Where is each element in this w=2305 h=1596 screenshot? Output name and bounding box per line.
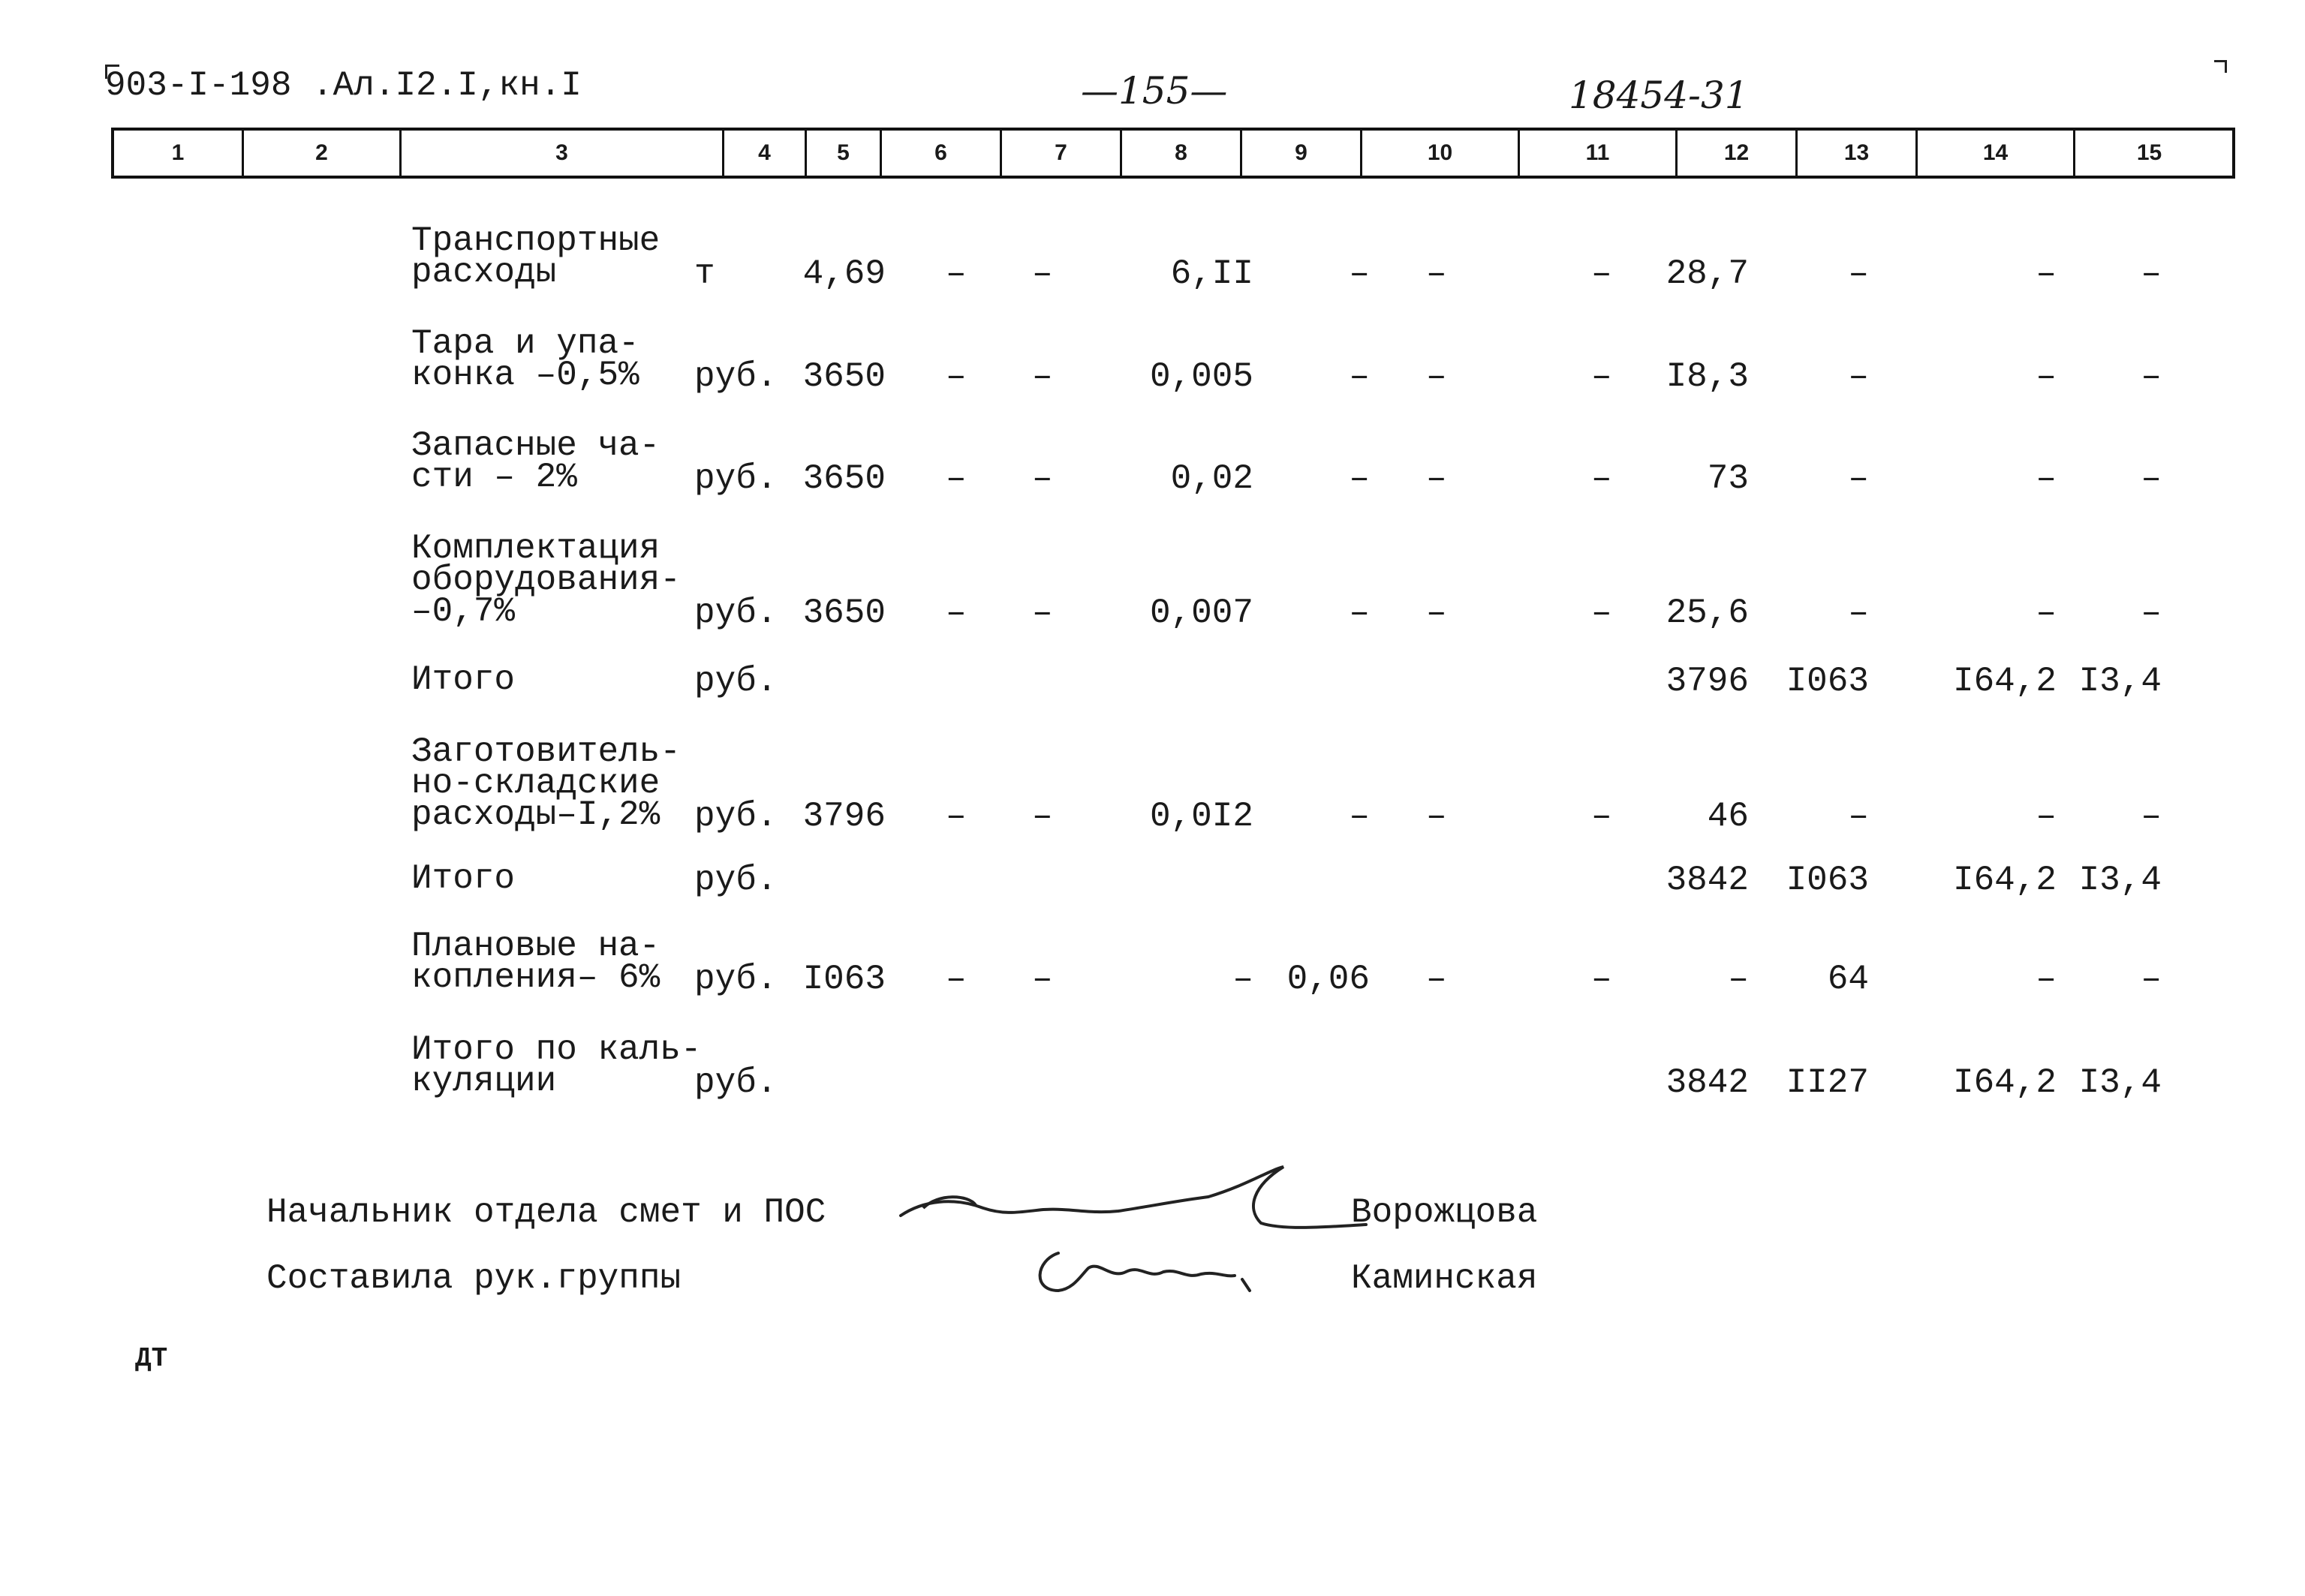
- value-cell-c14: –: [2036, 459, 2057, 498]
- value-cell-c10: –: [1426, 254, 1447, 293]
- row-description-line: Плановые на-: [411, 927, 661, 966]
- value-cell-c11: –: [1591, 960, 1612, 999]
- value-cell-c12: 28,7: [1666, 254, 1749, 293]
- row-description-line: Запасные ча-: [411, 426, 661, 465]
- value-cell-c12: 3842: [1666, 861, 1749, 900]
- value-cell-c14: I64,2: [1952, 861, 2057, 900]
- value-cell-c9: 0,06: [1286, 960, 1370, 999]
- value-cell-c9: –: [1349, 459, 1370, 498]
- value-cell-c6: –: [946, 254, 967, 293]
- value-cell-c8: 0,02: [1170, 459, 1253, 498]
- row-description-line: Комплектация: [411, 529, 661, 568]
- value-cell-c8: 0,007: [1149, 594, 1253, 633]
- unit-cell: руб.: [694, 797, 778, 836]
- column-number-5: 5: [805, 131, 880, 176]
- value-cell-c13: –: [1848, 459, 1869, 498]
- unit-cell: руб.: [694, 1063, 778, 1102]
- value-cell-c6: –: [946, 594, 967, 633]
- value-cell-c13: –: [1848, 357, 1869, 396]
- value-cell-base: I063: [802, 960, 886, 999]
- value-cell-base: 3650: [802, 459, 886, 498]
- value-cell-c11: –: [1591, 254, 1612, 293]
- row-description-line: оборудования-: [411, 561, 681, 600]
- value-cell-c12: I8,3: [1666, 357, 1749, 396]
- value-cell-c9: –: [1349, 594, 1370, 633]
- value-cell-c6: –: [946, 797, 967, 836]
- row-description-line: Тара и упа-: [411, 324, 639, 363]
- value-cell-c12: 25,6: [1666, 594, 1749, 633]
- value-cell-c11: –: [1591, 459, 1612, 498]
- column-number-6: 6: [880, 131, 1000, 176]
- value-cell-c8: 6,II: [1170, 254, 1253, 293]
- value-cell-base: 3650: [802, 594, 886, 633]
- value-cell-c10: –: [1426, 594, 1447, 633]
- value-cell-base: 4,69: [802, 254, 886, 293]
- document-reference: 903-I-198 .Ал.I2.I,кн.I: [105, 66, 582, 105]
- value-cell-c10: –: [1426, 357, 1447, 396]
- value-cell-c15: I3,4: [2078, 861, 2162, 900]
- value-cell-c14: –: [2036, 254, 2057, 293]
- value-cell-c13: I063: [1786, 662, 1869, 701]
- value-cell-c10: –: [1426, 797, 1447, 836]
- row-description-line: –0,7%: [411, 592, 516, 631]
- value-cell-c12: 3796: [1666, 662, 1749, 701]
- value-cell-c13: –: [1848, 254, 1869, 293]
- signature-name-head: Ворожцова: [1351, 1193, 1538, 1232]
- value-cell-c15: –: [2141, 254, 2162, 293]
- column-number-4: 4: [722, 131, 805, 176]
- row-description-line: расходы–I,2%: [411, 795, 661, 834]
- value-cell-c13: I063: [1786, 861, 1869, 900]
- value-cell-c12: 3842: [1666, 1063, 1749, 1102]
- value-cell-base: 3650: [802, 357, 886, 396]
- column-number-13: 13: [1795, 131, 1915, 176]
- value-cell-c14: I64,2: [1952, 1063, 2057, 1102]
- value-cell-c6: –: [946, 357, 967, 396]
- value-cell-c13: II27: [1786, 1063, 1869, 1102]
- signature-role-head: Начальник отдела смет и ПОС: [266, 1193, 826, 1232]
- column-number-bar: [111, 128, 2235, 179]
- row-description-line: Заготовитель-: [411, 732, 681, 771]
- row-description-line: но-складские: [411, 764, 661, 803]
- handwritten-signature-compiler: [1028, 1238, 1268, 1306]
- row-description-line: сти – 2%: [411, 458, 577, 497]
- value-cell-c15: I3,4: [2078, 1063, 2162, 1102]
- page-number: —155—: [1081, 69, 1228, 113]
- value-cell-c15: –: [2141, 797, 2162, 836]
- value-cell-c15: –: [2141, 960, 2162, 999]
- value-cell-c6: –: [946, 960, 967, 999]
- value-cell-c9: –: [1349, 797, 1370, 836]
- corner-mark-right: [2214, 60, 2227, 73]
- column-number-2: 2: [242, 131, 399, 176]
- value-cell-c8: –: [1232, 960, 1253, 999]
- value-cell-c15: I3,4: [2078, 662, 2162, 701]
- value-cell-c14: I64,2: [1952, 662, 2057, 701]
- column-number-7: 7: [1000, 131, 1120, 176]
- row-description-line: куляции: [411, 1062, 557, 1101]
- value-cell-c7: –: [1032, 357, 1053, 396]
- signature-name-compiler: Каминская: [1351, 1259, 1538, 1298]
- value-cell-c11: –: [1591, 594, 1612, 633]
- column-number-9: 9: [1240, 131, 1360, 176]
- column-number-1: 1: [171, 140, 185, 165]
- column-number-11: 11: [1518, 131, 1675, 176]
- value-cell-c9: –: [1349, 254, 1370, 293]
- value-cell-c8: 0,0I2: [1149, 797, 1253, 836]
- value-cell-c15: –: [2141, 594, 2162, 633]
- value-cell-c9: –: [1349, 357, 1370, 396]
- value-cell-c14: –: [2036, 594, 2057, 633]
- column-number-12: 12: [1675, 131, 1795, 176]
- row-description-line: расходы: [411, 253, 557, 292]
- archive-number: 18454-31: [1569, 74, 1749, 117]
- unit-cell: руб.: [694, 861, 778, 900]
- corner-mark-left: [105, 65, 119, 79]
- row-description-line: конка –0,5%: [411, 356, 639, 395]
- row-description-line: Итого: [411, 859, 516, 898]
- unit-cell: руб.: [694, 357, 778, 396]
- value-cell-c14: –: [2036, 357, 2057, 396]
- value-cell-c13: –: [1848, 594, 1869, 633]
- column-number-10: 10: [1360, 131, 1518, 176]
- value-cell-c7: –: [1032, 960, 1053, 999]
- value-cell-c10: –: [1426, 459, 1447, 498]
- column-number-8: 8: [1120, 131, 1240, 176]
- value-cell-c7: –: [1032, 254, 1053, 293]
- value-cell-c7: –: [1032, 797, 1053, 836]
- row-description-line: копления– 6%: [411, 958, 661, 997]
- value-cell-c14: –: [2036, 960, 2057, 999]
- row-description-line: Итого: [411, 660, 516, 699]
- column-number-3: 3: [399, 131, 722, 176]
- signature-role-compiler: Составила рук.группы: [266, 1259, 682, 1298]
- value-cell-c14: –: [2036, 797, 2057, 836]
- unit-cell: руб.: [694, 594, 778, 633]
- value-cell-c15: –: [2141, 357, 2162, 396]
- value-cell-c6: –: [946, 459, 967, 498]
- handwritten-signature-head: [893, 1156, 1374, 1238]
- value-cell-c13: –: [1848, 797, 1869, 836]
- unit-cell: руб.: [694, 662, 778, 701]
- value-cell-c10: –: [1426, 960, 1447, 999]
- value-cell-c11: –: [1591, 357, 1612, 396]
- value-cell-c13: 64: [1827, 960, 1869, 999]
- unit-cell: руб.: [694, 960, 778, 999]
- value-cell-c7: –: [1032, 594, 1053, 633]
- value-cell-c12: 46: [1707, 797, 1749, 836]
- value-cell-c7: –: [1032, 459, 1053, 498]
- value-cell-c12: –: [1728, 960, 1749, 999]
- row-description-line: Транспортные: [411, 221, 661, 260]
- column-number-15: 15: [2073, 131, 2223, 176]
- row-description-line: Итого по каль-: [411, 1030, 702, 1069]
- value-cell-c8: 0,005: [1149, 357, 1253, 396]
- value-cell-c15: –: [2141, 459, 2162, 498]
- value-cell-base: 3796: [802, 797, 886, 836]
- unit-cell: т: [694, 254, 715, 293]
- value-cell-c11: –: [1591, 797, 1612, 836]
- unit-cell: руб.: [694, 459, 778, 498]
- column-number-14: 14: [1915, 131, 2073, 176]
- footer-mark: ДТ: [135, 1343, 168, 1374]
- value-cell-c12: 73: [1707, 459, 1749, 498]
